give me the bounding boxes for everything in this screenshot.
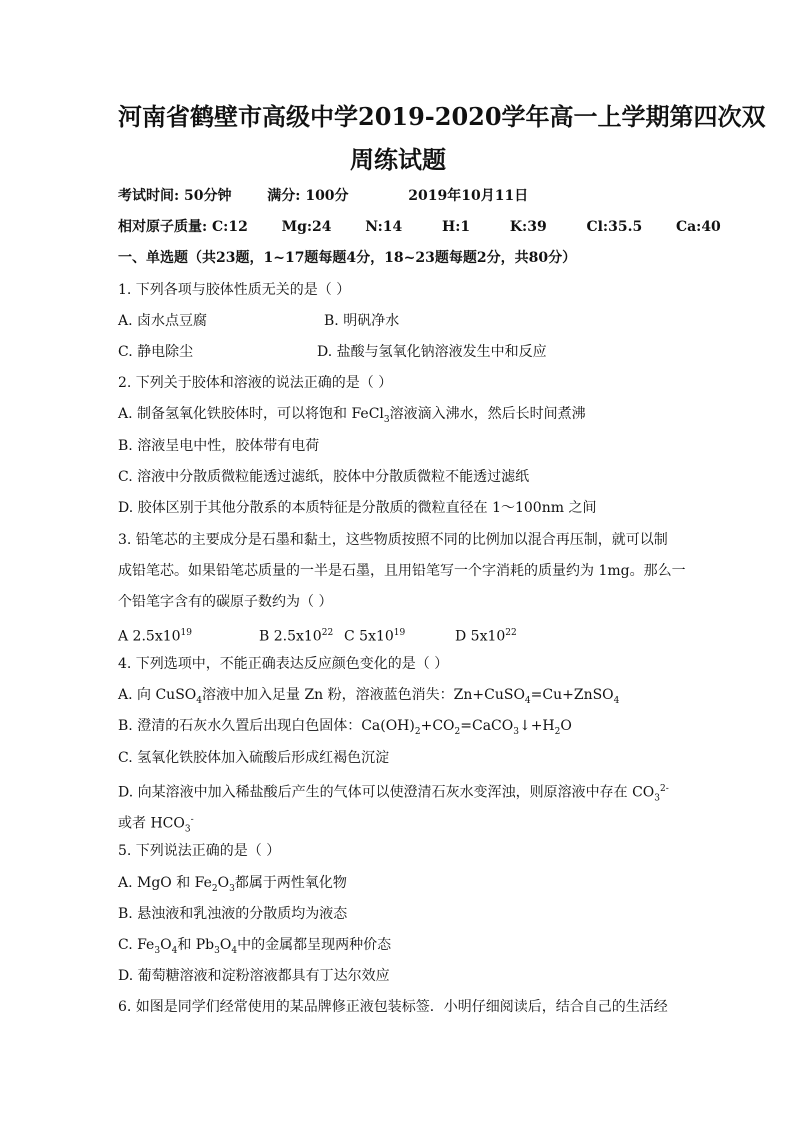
question-3-option-c bbox=[344, 624, 405, 646]
subscript: 4 bbox=[524, 695, 531, 706]
superscript: 19 bbox=[393, 628, 406, 638]
text: B 2.5x10 bbox=[259, 628, 322, 645]
question-2-stem: 2. 下列关于胶体和溶液的说法正确的是（ ） bbox=[118, 375, 393, 391]
page-title-line1: 河南省鹤壁市高级中学2019-2020学年高一上学期第四次双 bbox=[118, 102, 766, 131]
text: 溶液中加入足量 Zn 粉，溶液蓝色消失：Zn+CuSO bbox=[202, 687, 525, 703]
atomic-mass-item: Mg:24 bbox=[281, 219, 332, 235]
subscript: 2 bbox=[554, 726, 561, 737]
atomic-mass-item: H:1 bbox=[441, 219, 471, 235]
text: =Cu+ZnSO bbox=[530, 687, 614, 703]
subscript: 3 bbox=[229, 883, 235, 894]
subscript: 3 bbox=[214, 945, 220, 956]
question-3-option-d bbox=[455, 624, 517, 646]
text: B. 澄清的石灰水久置后出现白色固体：Ca(OH) bbox=[118, 718, 415, 734]
text: C 5x10 bbox=[344, 628, 394, 645]
subscript: 4 bbox=[171, 945, 178, 956]
atomic-mass-item: N:14 bbox=[365, 219, 403, 235]
subscript: 4 bbox=[231, 945, 238, 956]
question-2-option-d: D. 胶体区别于其他分散系的本质特征是分散质的微粒直径在 1～100nm 之间 bbox=[118, 500, 597, 516]
question-2-option-c: C. 溶液中分散质微粒能透过滤纸，胶体中分散质微粒不能透过滤纸 bbox=[118, 469, 530, 485]
subscript: 2 bbox=[454, 726, 461, 737]
question-1-option-a: A. 卤水点豆腐 bbox=[118, 313, 208, 329]
question-3-option-b bbox=[259, 624, 333, 646]
superscript: 19 bbox=[180, 628, 192, 638]
question-5-stem: 5. 下列说法正确的是（ ） bbox=[118, 843, 281, 859]
question-4-option-d bbox=[118, 780, 669, 807]
text: D. 向某溶液中加入稀盐酸后产生的气体可以使澄清石灰水变浑浊，则原溶液中存在 CO bbox=[118, 784, 655, 801]
superscript: - bbox=[190, 815, 194, 825]
question-3-option-a bbox=[118, 624, 192, 646]
question-4-option-d-cont bbox=[118, 811, 194, 838]
text: 都属于两性氧化物 bbox=[234, 875, 347, 891]
text: +CO bbox=[420, 718, 455, 734]
superscript: 22 bbox=[505, 628, 517, 638]
text: A. MgO 和 Fe bbox=[118, 875, 212, 891]
text: 中的金属都呈现两种价态 bbox=[237, 937, 392, 953]
subscript: 4 bbox=[196, 695, 202, 706]
question-6-stem: 6. 如图是同学们经常使用的某品牌修正液包装标签．小明仔细阅读后，结合自己的生活经 bbox=[118, 999, 668, 1015]
text: D 5x10 bbox=[455, 628, 506, 645]
exam-date: 2019年10月11日 bbox=[408, 188, 529, 204]
subscript: 3 bbox=[154, 945, 161, 956]
question-2-option-b: B. 溶液呈电中性，胶体带有电荷 bbox=[118, 438, 320, 454]
subscript: 3 bbox=[184, 824, 191, 835]
subscript: 2 bbox=[211, 883, 218, 894]
subscript: 2 bbox=[414, 726, 421, 737]
text: O bbox=[219, 937, 232, 953]
question-1-option-b: B. 明矾净水 bbox=[324, 313, 400, 329]
subscript: 3 bbox=[383, 414, 390, 425]
text: A 2.5x10 bbox=[118, 628, 181, 645]
atomic-mass-item: Cl:35.5 bbox=[586, 219, 643, 235]
exam-info bbox=[118, 187, 528, 205]
exam-time: 考试时间: 50分钟 bbox=[118, 188, 232, 204]
subscript: 3 bbox=[654, 793, 660, 804]
text: 溶液滴入沸水，然后长时间煮沸 bbox=[389, 406, 586, 422]
text: O bbox=[560, 718, 572, 734]
question-5-option-c bbox=[118, 936, 391, 960]
text: 或者 HCO bbox=[118, 815, 185, 832]
question-3-stem-line1: 3. 铅笔芯的主要成分是石墨和黏土，这些物质按照不同的比例加以混合再压制，就可以制 bbox=[118, 532, 668, 548]
exam-score: 满分: 100分 bbox=[267, 188, 349, 204]
page-title-line2: 周练试题 bbox=[350, 145, 446, 174]
text: 和 Pb bbox=[177, 937, 215, 953]
question-3-stem-line2: 成铅笔芯。如果铅笔芯质量的一半是石墨，且用铅笔写一个字消耗的质量约为 1mg。那么一 bbox=[118, 563, 686, 579]
text: A. 向 CuSO bbox=[118, 687, 197, 703]
section-heading: 一、单选题（共23题，1~17题每题4分，18~23题每题2分，共80分） bbox=[118, 250, 577, 266]
atomic-masses-label: 相对原子质量: C:12 bbox=[118, 219, 248, 235]
question-1-option-c: C. 静电除尘 bbox=[118, 344, 194, 360]
superscript: 22 bbox=[321, 628, 334, 638]
question-3-stem-line3: 个铅笔字含有的碳原子数约为（ ） bbox=[118, 594, 333, 610]
subscript: 3 bbox=[513, 726, 519, 737]
question-5-option-a bbox=[118, 874, 347, 898]
subscript: 4 bbox=[613, 695, 620, 706]
question-1-option-d: D. 盐酸与氢氧化钠溶液发生中和反应 bbox=[317, 344, 547, 360]
question-5-option-b: B. 悬浊液和乳浊液的分散质均为液态 bbox=[118, 906, 348, 922]
atomic-masses bbox=[118, 218, 721, 236]
text: ↓+H bbox=[518, 718, 555, 734]
question-4-option-a bbox=[118, 686, 619, 710]
text: C. Fe bbox=[118, 937, 155, 953]
question-4-option-b bbox=[118, 717, 572, 741]
atomic-mass-item: K:39 bbox=[509, 219, 547, 235]
text: A. 制备氢氧化铁胶体时，可以将饱和 FeCl bbox=[118, 406, 384, 422]
text: O bbox=[217, 875, 230, 891]
text: =CaCO bbox=[460, 718, 514, 734]
text: O bbox=[160, 937, 172, 953]
question-1-stem: 1. 下列各项与胶体性质无关的是（ ） bbox=[118, 282, 351, 298]
question-5-option-d: D. 葡萄糖溶液和淀粉溶液都具有丁达尔效应 bbox=[118, 968, 390, 984]
atomic-mass-item: Ca:40 bbox=[675, 219, 721, 235]
question-4-option-c: C. 氢氧化铁胶体加入硫酸后形成红褐色沉淀 bbox=[118, 750, 390, 766]
question-4-stem: 4. 下列选项中，不能正确表达反应颜色变化的是（ ） bbox=[118, 656, 449, 672]
superscript: 2- bbox=[660, 784, 669, 794]
question-2-option-a bbox=[118, 405, 586, 429]
